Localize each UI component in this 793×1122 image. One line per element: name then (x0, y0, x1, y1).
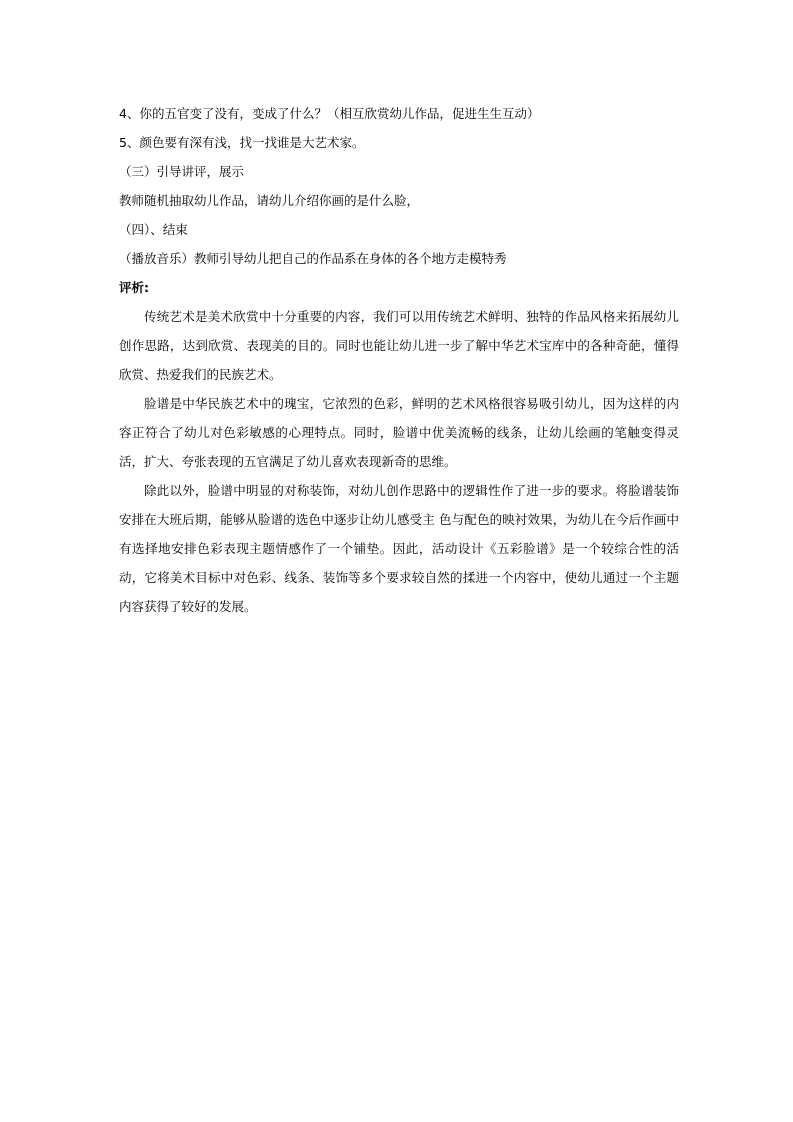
review-heading: 评析: (119, 280, 149, 295)
activity-step-4: 4、你的五官变了没有，变成了什么？（相互欣赏幼儿作品，促进生生互动） (119, 106, 540, 121)
activity-step-5: 5、颜色要有深有浅，找一找谁是大艺术家。 (119, 135, 365, 150)
section-four-text: （播放音乐）教师引导幼儿把自己的作品系在身体的各个地方走模特秀 (119, 251, 507, 266)
review-paragraph-1: 传统艺术是美术欣赏中十分重要的内容，我们可以用传统艺术鲜明、独特的作品风格来拓展幼儿创作思路，达到欣赏、表现美的目的。同时也能让幼儿进一步了解中华艺术宝库中的各种奇葩，懂得欣赏、热爱我们的民族艺术。 (119, 309, 679, 382)
review-paragraph-3: 除此以外，脸谱中明显的对称装饰，对幼儿创作思路中的逻辑性作了进一步的要求。将脸谱装饰安排在大班后期，能够从脸谱的选色中逐步让幼儿感受主 色与配色的映衬效果，为幼儿在今后作画中有选择地安排色彩表现主题情感作了一个铺垫。因此，活动设计《五彩脸谱》是一个较综合性的活动，它将美术目标中对色彩、线条、装饰等多个要求较自然的揉进一个内容中，使幼儿通过一个主题内容获得了较好的发展。 (119, 483, 679, 614)
section-three-text: 教师随机抽取幼儿作品，请幼儿介绍你画的是什么脸， (119, 193, 420, 208)
review-paragraph-2: 脸谱是中华民族艺术中的瑰宝，它浓烈的色彩，鲜明的艺术风格很容易吸引幼儿，因为这样的内容正符合了幼儿对色彩敏感的心理特点。同时，脸谱中优美流畅的线条，让幼儿绘画的笔触变得灵活，扩大、夸张表现的五官满足了幼儿喜欢表现新奇的思维。 (119, 396, 679, 469)
section-four-title: （四）、结束 (119, 222, 188, 237)
section-three-title: （三）引导讲评，展示 (119, 164, 245, 179)
document-body (119, 99, 679, 621)
